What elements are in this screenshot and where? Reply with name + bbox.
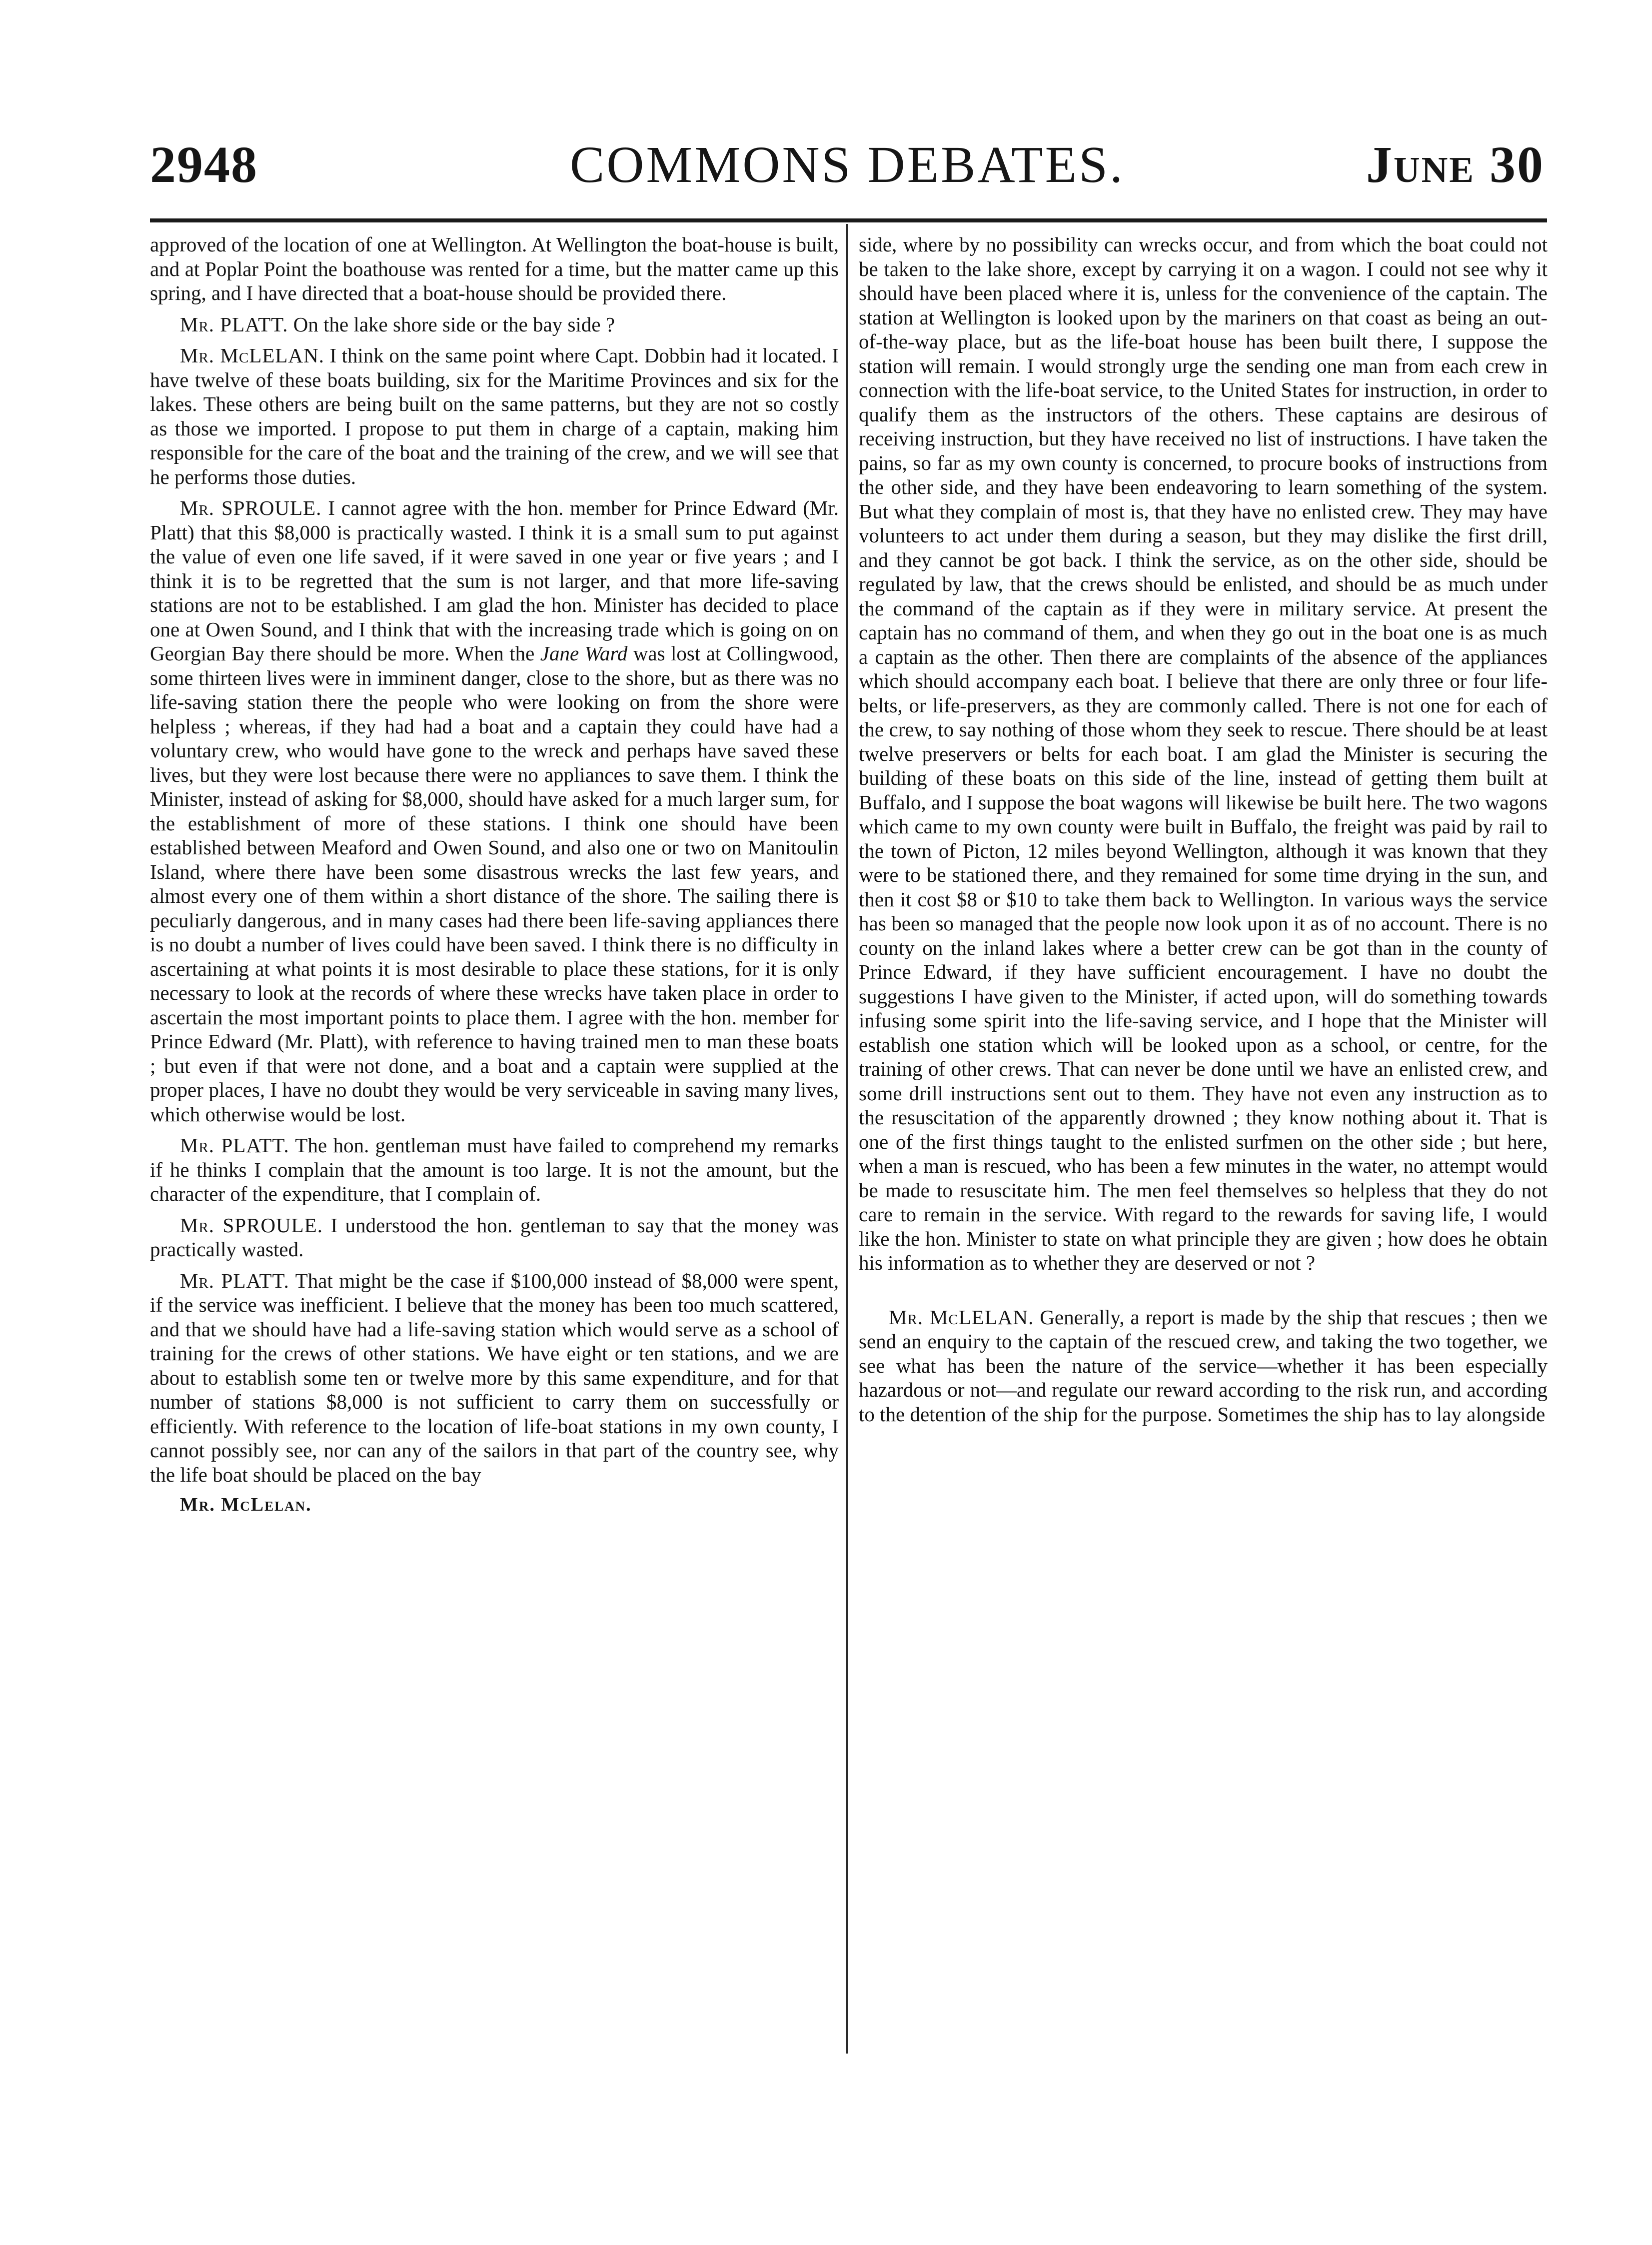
- speech-text: Generally, a report is made by the ship that rescues ; then we send an enquiry to the captain of the rescued crew, and taking the two together, we see what has been the nature of the service—whether it has been especially hazardous or not—and regulate our reward according to the risk run, and according to the detention of the ship for the purpose. Sometimes the ship has to lay alongside: [859, 1305, 1548, 1426]
- speech-platt-2: [150, 1133, 839, 1206]
- speech-mclelan-1: [150, 343, 839, 489]
- catchword: Mr. McLelan.: [180, 1494, 312, 1515]
- speech-text: I understood the hon. gentleman to say that the money was practically wasted.: [150, 1213, 839, 1261]
- header-date: [1366, 135, 1545, 194]
- vessel-name: Jane Ward: [540, 642, 628, 665]
- speech-sproule-1: [150, 496, 839, 1126]
- journal-title: COMMONS DEBATES.: [570, 136, 1125, 193]
- speech-sproule-2: [150, 1213, 839, 1262]
- speaker-name: Mr. SPROULE.: [180, 1213, 323, 1237]
- left-column: [150, 232, 839, 1516]
- speech-text-continued: was lost at Collingwood, some thirteen lives were in imminent danger, close to the shore, but as there was no life-saving station there the people who were looking on from the shore were helpless ; whereas, if they had had a boat and a captain they could have had a voluntary crew, who would have gone to the wreck and perhaps have saved these lives, but they were lost because there were no appliances to save them. I think the Minister, instead of asking for $8,000, should have asked for a much larger sum, for the establishment of more of these stations. I think one should have been established between Meaford and Owen Sound, and also one or two on Manitoulin Island, where there have been some disastrous wrecks the last few years, and almost every one of them within a short distance of the shore. The sailing there is peculiarly dangerous, and in many cases had there been life-saving appliances there is no doubt a number of lives could have been saved. I think there is no difficulty in ascertaining at what points it is most desirable to place these stations, for it is only necessary to look at the records of where these wrecks have taken place in order to ascertain the most important points to place them. I agree with the hon. member for Prince Edward (Mr. Platt), with reference to having trained men to man these boats ; but even if that were not done, and a boat and a captain were supplied at the proper places, I have no doubt they would be very serviceable in saving many lives, which otherwise would be lost.: [150, 642, 839, 1126]
- paragraph-continuation: approved of the location of one at Wellington. At Wellington the boat-house is built, and at Poplar Point the boathouse was rented for a time, but the matter came up this spring, and I have directed that a boat-house should be provided there.: [150, 233, 839, 304]
- speech-text: I cannot agree with the hon. member for Prince Edward (Mr. Platt) that this $8,000 is practically wasted. I think it is a small sum to put against the value of even one life saved, if it were saved in one year or five years ; and I think it is to be regretted that the sum is not larger, and that more life-saving stations are not to be established. I am glad the hon. Minister has decided to place one at Owen Sound, and I think that with the increasing trade which is going on on Georgian Bay there should be more. When the: [150, 496, 839, 665]
- speaker-name: Mr. SPROULE.: [180, 496, 322, 519]
- page-number: 2948: [150, 136, 258, 193]
- header-date-day: 30: [1490, 136, 1545, 193]
- column-divider: [846, 224, 848, 2054]
- speech-text: The hon. gentleman must have failed to comprehend my remarks if he thinks I complain that the amount is too large. It is not the amount, but the character of the expenditure, that I complain of.: [150, 1134, 839, 1205]
- page-header: [150, 135, 1545, 205]
- speech-platt-3: [150, 1269, 839, 1487]
- speech-text: On the lake shore side or the bay side ?: [288, 312, 615, 336]
- speech-mclelan-2: [859, 1305, 1548, 1427]
- speaker-name: Mr. PLATT.: [180, 1134, 289, 1157]
- speaker-name: Mr. McLELAN.: [889, 1305, 1034, 1329]
- paragraph-continuation: side, where by no possibility can wrecks occur, and from which the boat could not be taken to the lake shore, except by carrying it on a wagon. I could not see why it should have been placed where it is, unless for the convenience of the captain. The station at Wellington is looked upon by the mariners on that coast as being an out-of-the-way place, but as the life-boat house has been built there, I suppose the station will remain. I would strongly urge the sending one man from each crew in connection with the life-boat service, to the United States for instruction, in order to qualify them as the instructors of the others. These captains are desirous of receiving instruction, but they have received no list of instructions. I have taken the pains, so far as my own county is concerned, to procure books of instructions from the other side, and they have been endeavoring to learn something of the system. But what they complain of most is, that they have no enlisted crew. They may have volunteers to act under them during a season, but they may dislike the first drill, and they cannot be got back. I think the service, as on the other side, should be regulated by law, that the crews should be enlisted, and should be as much under the command of the captain as if they were in military service. At present the captain has no command of them, and when they go out in the boat one is as much a captain as the other. Then there are complaints of the absence of the appliances which should accompany each boat. I believe that there are only three or four life-belts, or life-preservers, as they are commonly called. There is not one for each of the crew, to say nothing of those whom they seek to rescue. There should be at least twelve preservers or belts for each boat. I am glad the Minister is securing the building of these boats on this side of the line, instead of getting them built at Buffalo, and I suppose the boat wagons will likewise be built here. The two wagons which came to my own county were built in Buffalo, the freight was paid by rail to the town of Picton, 12 miles beyond Wellington, although it was known that they were to be stationed there, and they remained for some time drying in the sun, and then it cost $8 or $10 to take them back to Wellington. In various ways the service has been so managed that the people now look upon it as of no account. There is no county on the inland lakes where a better crew can be got than in the county of Prince Edward, if they have sufficient encouragement. I have no doubt the suggestions I have given to the Minister, if acted upon, will do something towards infusing some spirit into the life-saving service, and I hope that the Minister will establish one station which will be looked upon as a school, or centre, for the training of other crews. That can never be done until we have an enlisted crew, and some drill instructions sent out to them. They have not even any instruction as to the resuscitation of the apparently drowned ; they know nothing about it. That is one of the first things taught to the enlisted surfmen on the other side ; but here, when a man is rescued, who has been a few minutes in the water, no attempt would be made to resuscitate him. The men feel themselves so helpless that they do not care to remain in the service. With regard to the rewards for saving life, I would like the hon. Minister to state on what principle they are given ; how does he obtain his information as to whether they are deserved or not ?: [859, 233, 1548, 1274]
- speaker-name: Mr. PLATT.: [180, 1269, 289, 1292]
- right-column: [859, 232, 1548, 1433]
- header-date-month: June: [1366, 136, 1475, 193]
- header-rule: [150, 218, 1547, 222]
- speech-text: That might be the case if $100,000 instead of $8,000 were spent, if the service was inefficient. I believe that the money has been too much scattered, and that we should have had a life-saving station which would serve as a school of training for the crews of other stations. We have eight or ten stations, and we are about to establish some ten or twelve more by this same expenditure, and for that number of stations $8,000 is not sufficient to carry them on successfully or efficiently. With reference to the location of life-boat stations in my own county, I cannot possibly see, nor can any of the sailors in that part of the country see, why the life boat should be placed on the bay: [150, 1269, 839, 1486]
- speaker-name: Mr. McLELAN.: [180, 344, 324, 367]
- speech-platt-1: [150, 312, 839, 337]
- speech-text: I think on the same point where Capt. Dobbin had it located. I have twelve of these boats building, six for the Maritime Provinces and six for the lakes. These others are being built on the same patterns, but they are not so costly as those we imported. I propose to put them in charge of a captain, making him responsible for the care of the boat and the training of the crew, and we will see that he performs those duties.: [150, 344, 839, 488]
- speaker-name: Mr. PLATT.: [180, 312, 288, 336]
